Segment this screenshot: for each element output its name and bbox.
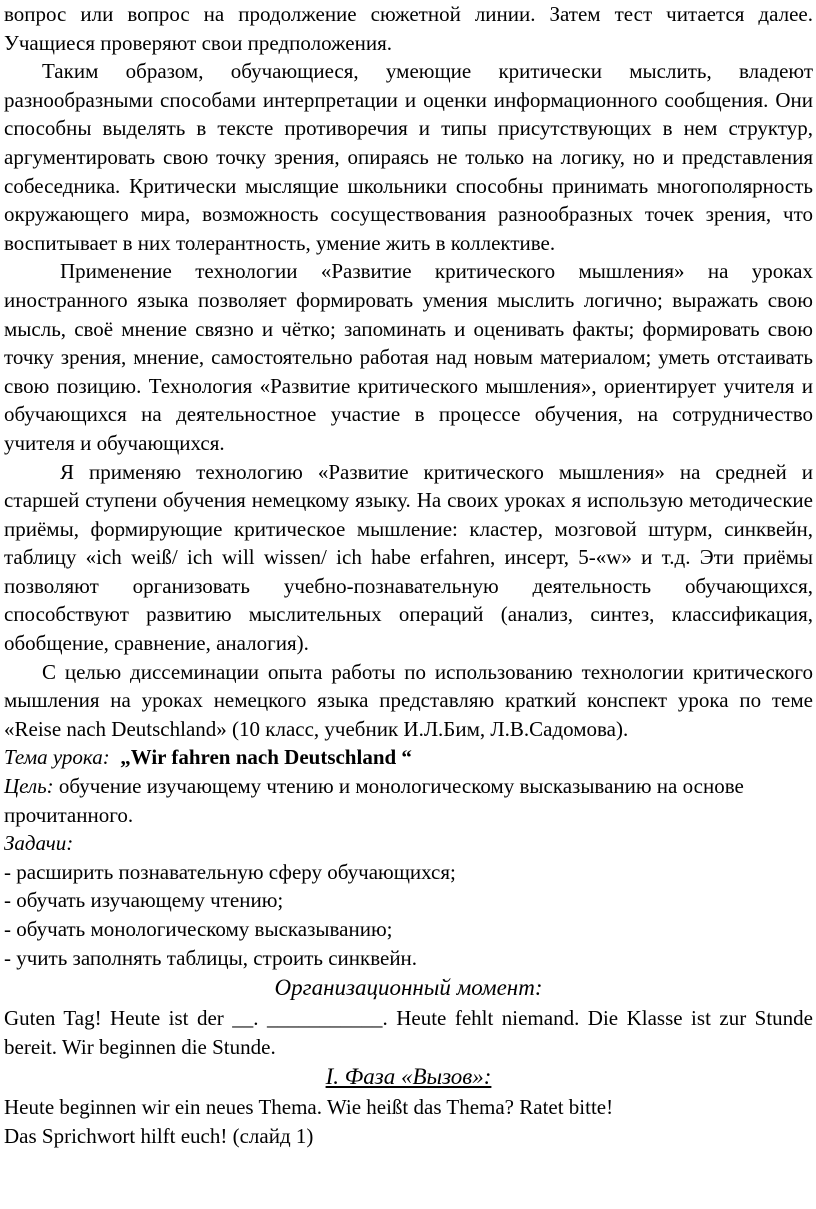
paragraph-intro-continuation: вопрос или вопрос на продолжение сюжетной линии. Затем тест читается далее. Учащиеся проверяют свои предположения.	[4, 2, 813, 55]
goal-value: обучение изучающему чтению и монологическому высказыванию на основе прочитанного.	[4, 774, 744, 827]
phase-line-2: Das Sprichwort hilft euch! (слайд 1)	[4, 1123, 314, 1148]
goal-label: Цель:	[4, 774, 54, 799]
org-moment-heading: Организационный момент:	[274, 975, 543, 1001]
lesson-goal	[4, 772, 813, 829]
paragraph-my-practice: Я применяю технологию «Развитие критического мышления» на средней и старшей ступени обучения немецкому языку. На своих уроках я использую методические приёмы, формирующие критическое мышление: кластер, мозговой штурм, синквейн, таблицу «ich weiß/ ich will wissen/ ich habe erfahren, инсерт, 5-«w» и т.д. Эти приёмы позволяют организовать учебно-познавательную деятельность обучающихся, способствуют развитию мыслительных операций (анализ, синтез, классификация, обобщение, сравнение, аналогия).	[4, 459, 813, 656]
task-item: - расширить познавательную сферу обучающихся;	[4, 859, 456, 884]
task-item: - обучать монологическому высказыванию;	[4, 917, 393, 941]
paragraph-critical-thinkers: Таким образом, обучающиеся, умеющие критически мыслить, владеют разнообразными способами интерпретации и оценки информационного сообщения. Они способны выделять в тексте противоречия и типы присутствующих в нем структур, аргументировать свою точку зрения, опираясь не только на логику, но и представления собеседника. Критически мыслящие школьники способны принимать многополярность окружающего мира, возможность сосуществования разнообразных точек зрения, что воспитывает в них толерантность, умение жить в коллективе.	[4, 59, 813, 255]
topic-label: Тема урока:	[4, 745, 110, 770]
paragraph-technology-application: Применение технологии «Развитие критического мышления» на уроках иностранного языка позволяет формировать умения мыслить логично; выражать свою мысль, своё мнение связно и чётко; запоминать и оценивать факты; формировать свою точку зрения, мнение, самостоятельно работая над новым материалом; уметь отстаивать свою позицию. Технология «Развитие критического мышления», ориентирует учителя и обучающихся на деятельностное участие в процессе обучения, на сотрудничество учителя и обучающихся.	[4, 259, 813, 455]
task-item: - учить заполнять таблицы, строить синквейн.	[4, 945, 418, 970]
phase-line-1: Heute beginnen wir ein neues Thema. Wie heißt das Thema? Ratet bitte!	[4, 1095, 614, 1120]
tasks-label: Задачи:	[4, 831, 74, 856]
paragraph-dissemination: С целью диссеминации опыта работы по использованию технологии критического мышления на уроках немецкого языка представляю краткий конспект урока по теме «Reise nach Deutschland» (10 класс, учебник И.Л.Бим, Л.В.Садомова).	[4, 659, 813, 741]
document-page	[4, 0, 813, 1151]
task-item: - обучать изучающему чтению;	[4, 888, 284, 913]
lesson-topic	[4, 743, 813, 772]
phase-challenge-heading: I. Фаза «Вызов»:	[325, 1064, 492, 1090]
topic-value: „Wir fahren nach Deutschland “	[120, 745, 412, 770]
org-moment-text: Guten Tag! Heute ist der __. ___________. Heute fehlt niemand. Die Klasse ist zur Stunde bereit. Wir beginnen die Stunde.	[4, 1006, 813, 1059]
